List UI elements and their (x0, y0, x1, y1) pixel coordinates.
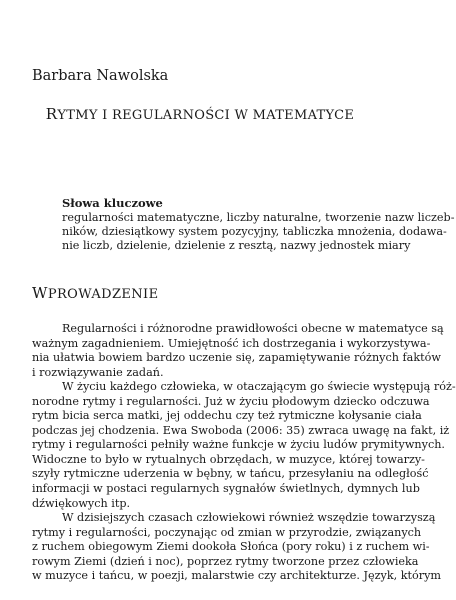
body-line: W życiu każdego człowieka, w otaczającym go świecie występują róż- (62, 380, 456, 394)
author-name: Barbara Nawolska (32, 68, 169, 84)
body-line: dźwiękowych itp. (32, 496, 131, 510)
keywords-line: nie liczb, dzielenie, dzielenie z resztą, nazwy jednostek miary (62, 239, 411, 252)
section-rest: PROWADZENIE (47, 287, 159, 302)
body-line: rytmy i regularności, poczynając od zmian w przyrodzie, związanych (32, 525, 422, 539)
keywords-line: regularności matematyczne, liczby naturalne, tworzenie nazw liczeb- (62, 211, 455, 224)
keywords-heading: Słowa kluczowe (62, 196, 163, 210)
body-line: rytm bicia serca matki, jej oddechu czy też rytmiczne kołysanie ciała (32, 409, 422, 423)
body-line: norodne rytmy i regularności. Już w życiu płodowym dziecko odczuwa (32, 394, 430, 408)
title-initial: R (45, 105, 58, 123)
body-line: nia ułatwia bowiem bardzo uczenie się, zapamiętywanie różnych faktów (32, 351, 441, 365)
keywords-block (62, 196, 455, 253)
body-line: podczas jej chodzenia. Ewa Swoboda (2006: 35) zwraca uwagę na fakt, iż (32, 423, 450, 437)
body-line: z ruchem obiegowym Ziemi dookoła Słońca (pory roku) i z ruchem wi- (32, 540, 430, 554)
body-line: rowym Ziemi (dzień i noc), poprzez rytmy tworzone przez człowieka (32, 554, 419, 568)
body-line: i rozwiązywanie zadań. (32, 365, 164, 379)
body-text (32, 322, 456, 584)
body-line: informacji w postaci regularnych sygnałów świetlnych, dymnych lub (32, 482, 420, 496)
body-line: szyły rytmiczne uderzenia w bębny, w tańcu, przesyłaniu na odległość (32, 467, 429, 481)
title-rest: YTMY I REGULARNOŚCI W MATEMATYCE (57, 108, 355, 123)
body-line: Widoczne to było w rytualnych obrzędach, w muzyce, której towarzy- (32, 452, 425, 466)
body-line: W dzisiejszych czasach człowiekowi również wszędzie towarzyszą (62, 511, 436, 525)
body-line: ważnym zagadnieniem. Umiejętność ich dostrzegania i wykorzystywa- (32, 336, 431, 350)
body-line: w muzyce i tańcu, w poezji, malarstwie czy architekturze. Język, którym (32, 569, 442, 583)
section-initial: W (32, 284, 48, 302)
body-line: rytmy i regularności pełniły ważne funkcje w życiu ludów prymitywnych. (32, 438, 445, 452)
body-line: Regularności i różnorodne prawidłowości obecne w matematyce są (62, 322, 444, 335)
keywords-line: ników, dziesiątkowy system pozycyjny, tabliczka mnożenia, dodawa- (62, 225, 447, 238)
section-heading (32, 284, 158, 302)
article-title (0, 105, 400, 123)
